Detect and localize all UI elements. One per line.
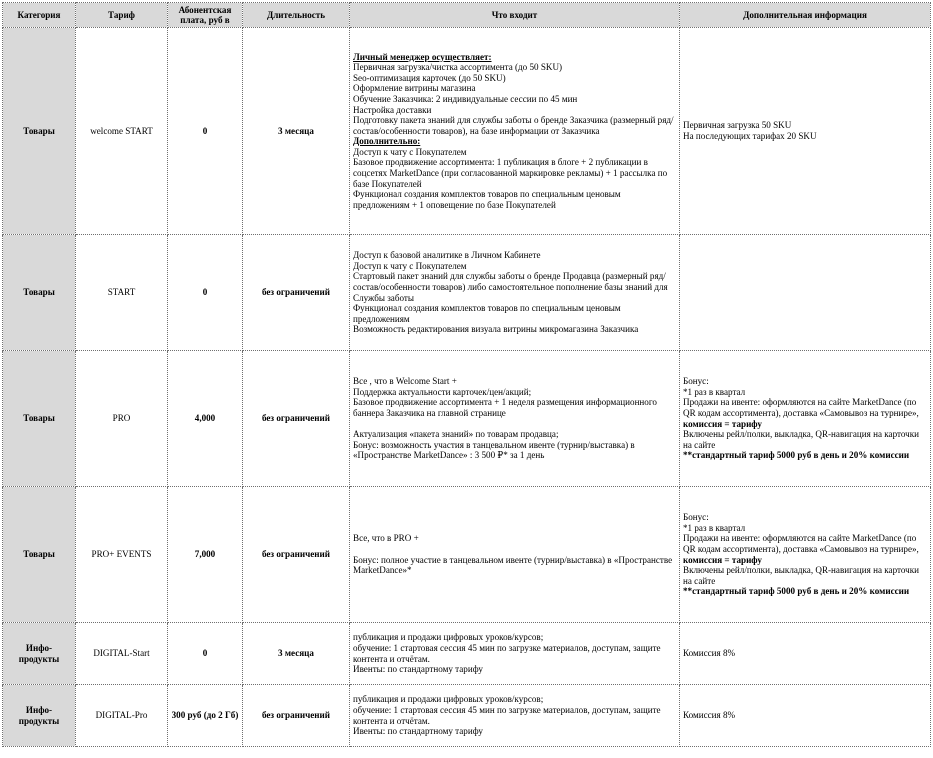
cell-line-text: *1 раз в квартал <box>683 386 746 397</box>
cell-line-text: Продажи на ивенте: оформляются на сайте MarketDance (по QR кодам ассортимента), доставка «Самовывоз на турнире», <box>683 397 919 418</box>
cell-line <box>353 250 676 261</box>
cell-info <box>680 235 931 351</box>
cell-line <box>353 555 676 576</box>
cell-line-text: Ивенты: по стандартному тарифу <box>353 664 483 675</box>
cell-line-text: Возможность редактирования визуала витрины микромагазина Заказчика <box>353 324 639 335</box>
cell-line-text: Бонус: <box>683 512 709 523</box>
cell-line <box>353 94 676 105</box>
cell-line-text: Все , что в Welcome Start + <box>353 376 457 387</box>
cell-line <box>353 387 676 398</box>
cell-line <box>683 648 927 659</box>
cell-line-text: Бонус: полное участие в танцевальном ивенте (турнир/выставка) в «Пространстве MarketDance»* <box>353 554 673 576</box>
cell-line-text: Ивенты: по стандартному тарифу <box>353 726 483 737</box>
cell-includes <box>350 487 680 623</box>
cell-line <box>353 83 676 94</box>
header-includes: Что входит <box>350 3 680 28</box>
cell-duration: 3 месяца <box>243 28 350 235</box>
cell-line-text: Личный менеджер осуществляет: <box>353 51 492 62</box>
cell-line <box>353 440 676 461</box>
cell-line <box>353 324 676 335</box>
cell-line <box>353 147 676 158</box>
cell-line-text: Настройка доставки <box>353 104 432 115</box>
cell-line <box>353 303 676 324</box>
cell-tariff: DIGITAL-Start <box>76 623 168 685</box>
cell-duration: без ограничений <box>243 487 350 623</box>
cell-line <box>353 271 676 303</box>
cell-line <box>353 419 676 430</box>
cell-tariff: welcome START <box>76 28 168 235</box>
cell-duration: без ограничений <box>243 685 350 747</box>
cell-fee: 4,000 <box>168 351 243 487</box>
cell-category: Инфо-продукты <box>3 623 76 685</box>
cell-line <box>353 136 676 147</box>
cell-fee: 0 <box>168 28 243 235</box>
cell-line <box>353 105 676 116</box>
cell-line <box>353 189 676 210</box>
cell-line-text: Включены рейл/полки, выкладка, QR-навигация на карточки на сайте <box>683 565 920 586</box>
cell-info <box>680 487 931 623</box>
cell-category: Товары <box>3 351 76 487</box>
cell-line <box>353 694 676 705</box>
cell-line-text: Комиссия 8% <box>683 710 736 721</box>
header-duration: Длительность <box>243 3 350 28</box>
cell-line-text: Все, что в PRO + <box>353 533 419 544</box>
cell-line-text: Функционал создания комплектов товаров по специальным ценовым предложениям + 1 оповещение по базе Покупателей <box>353 189 621 210</box>
cell-line <box>353 376 676 387</box>
cell-line <box>353 397 676 418</box>
cell-tariff: DIGITAL-Pro <box>76 685 168 747</box>
cell-line-text: **стандартный тариф 5000 руб в день и 20% комиссии <box>683 586 910 597</box>
cell-category: Инфо-продукты <box>3 685 76 747</box>
cell-line-text: обучение: 1 стартовая сессия 45 мин по загрузке материалов, доступам, защите контента и отчётам. <box>353 642 661 664</box>
cell-includes <box>350 623 680 685</box>
cell-line-text: обучение: 1 стартовая сессия 45 мин по загрузке материалов, доступам, защите контента и отчётам. <box>353 704 661 726</box>
cell-line-text: Seo-оптимизация карточек (до 50 SKU) <box>353 72 506 83</box>
cell-line-text: Доступ к базовой аналитике в Личном Кабинете <box>353 250 541 261</box>
cell-line-text: Функционал создания комплектов товаров по специальным ценовым предложениям <box>353 303 621 324</box>
cell-tariff: PRO <box>76 351 168 487</box>
cell-line-text: Доступ к чату с Покупателем <box>353 260 467 271</box>
cell-fee: 300 руб (до 2 Гб) <box>168 685 243 747</box>
cell-line-text: Оформление витрины магазина <box>353 83 476 94</box>
tariff-table-sheet <box>2 2 931 747</box>
cell-line <box>683 450 927 461</box>
cell-line-text: Поддержка актуальности карточек/цен/акций; <box>353 386 532 397</box>
cell-line <box>683 710 927 721</box>
cell-fee: 0 <box>168 623 243 685</box>
cell-line-text: *1 раз в квартал <box>683 522 746 533</box>
cell-line-text: Базовое продвижение ассортимента: 1 публикация в блоге + 2 публикации в соцсетях MarketDance (при согласованной маркировке рекламы) + 1 рассылка по базе Покупателей <box>353 157 668 189</box>
cell-line-text: Стартовый пакет знаний для службы заботы о бренде Продавца (размерный ряд/состав/особенности товаров) либо самостоятельное пополнение базы знаний для Службы заботы <box>353 271 668 303</box>
cell-line-text: публикация и продажи цифровых уроков/курсов; <box>353 694 544 705</box>
cell-duration: без ограничений <box>243 351 350 487</box>
cell-line <box>683 586 927 597</box>
cell-line-bold-text: комиссия = тарифу <box>683 418 762 429</box>
cell-line <box>353 115 676 136</box>
cell-line-text: Подготовку пакета знаний для службы заботы о бренде Заказчика (размерный ряд/состав/особенности товаров), на базе информации от Заказчика <box>353 115 674 136</box>
cell-duration: 3 месяца <box>243 623 350 685</box>
cell-line <box>353 726 676 737</box>
table-row <box>3 487 931 623</box>
cell-line <box>683 120 927 131</box>
table-row <box>3 351 931 487</box>
cell-line <box>353 632 676 643</box>
cell-info <box>680 685 931 747</box>
cell-line <box>683 376 927 387</box>
cell-line <box>683 533 927 565</box>
cell-tariff: START <box>76 235 168 351</box>
cell-line-text: Первичная загрузка/чистка ассортимента (до 50 SKU) <box>353 62 563 73</box>
header-info: Дополнительная информация <box>680 3 931 28</box>
cell-info <box>680 28 931 235</box>
tariff-table <box>2 2 931 747</box>
cell-line-text: Актуализация «пакета знаний» по товарам продавца; <box>353 429 559 440</box>
header-fee: Абонентская плата, руб в <box>168 3 243 28</box>
cell-line-text: Базовое продвижение ассортимента + 1 неделя размещения информационного баннера Заказчика на главной странице <box>353 397 657 418</box>
cell-line-text: Дополнительно: <box>353 136 421 147</box>
cell-line <box>353 705 676 726</box>
cell-line <box>683 523 927 534</box>
cell-line <box>353 73 676 84</box>
cell-includes <box>350 235 680 351</box>
cell-line-text: публикация и продажи цифровых уроков/курсов; <box>353 632 544 643</box>
cell-line-text: На последующих тарифах 20 SKU <box>683 131 817 141</box>
cell-line <box>683 131 927 142</box>
cell-line <box>353 157 676 189</box>
cell-line <box>353 664 676 675</box>
cell-info <box>680 623 931 685</box>
cell-line-text: Комиссия 8% <box>683 648 736 659</box>
cell-line-text: Обучение Заказчика: 2 индивидуальные сессии по 45 мин <box>353 93 578 104</box>
table-row <box>3 623 931 685</box>
table-row <box>3 685 931 747</box>
header-row <box>3 3 931 28</box>
cell-line <box>353 533 676 544</box>
cell-line-text: Доступ к чату с Покупателем <box>353 146 467 157</box>
cell-info <box>680 351 931 487</box>
table-row <box>3 235 931 351</box>
cell-line <box>353 429 676 440</box>
cell-includes <box>350 351 680 487</box>
cell-line <box>353 62 676 73</box>
cell-line <box>353 643 676 664</box>
cell-line-text: Бонус: возможность участия в танцевальном ивенте (турнир/выставка) в «Пространстве MarketDance» : 3 500 ₽* за 1 день <box>353 439 635 461</box>
cell-line <box>683 512 927 523</box>
cell-includes <box>350 685 680 747</box>
cell-line <box>353 52 676 63</box>
cell-line <box>683 397 927 429</box>
cell-fee: 0 <box>168 235 243 351</box>
cell-duration: без ограничений <box>243 235 350 351</box>
cell-line-text: Первичная загрузка 50 SKU <box>683 120 792 131</box>
header-category: Категория <box>3 3 76 28</box>
cell-line <box>683 387 927 398</box>
cell-category: Товары <box>3 487 76 623</box>
cell-includes <box>350 28 680 235</box>
cell-fee: 7,000 <box>168 487 243 623</box>
cell-category: Товары <box>3 28 76 235</box>
cell-line-text: Включены рейл/полки, выкладка, QR-навигация на карточки на сайте <box>683 429 920 450</box>
cell-line <box>353 544 676 555</box>
header-tariff: Тариф <box>76 3 168 28</box>
cell-tariff: PRO+ EVENTS <box>76 487 168 623</box>
cell-line-text: **стандартный тариф 5000 руб в день и 20% комиссии <box>683 450 910 461</box>
cell-line-text: Продажи на ивенте: оформляются на сайте MarketDance (по QR кодам ассортимента), доставка «Самовывоз на турнире», <box>683 533 919 554</box>
cell-line <box>683 429 927 450</box>
cell-line-text: Бонус: <box>683 376 709 387</box>
cell-line <box>683 565 927 586</box>
table-row <box>3 28 931 235</box>
cell-category: Товары <box>3 235 76 351</box>
cell-line-bold-text: комиссия = тарифу <box>683 554 762 565</box>
cell-line <box>353 261 676 272</box>
